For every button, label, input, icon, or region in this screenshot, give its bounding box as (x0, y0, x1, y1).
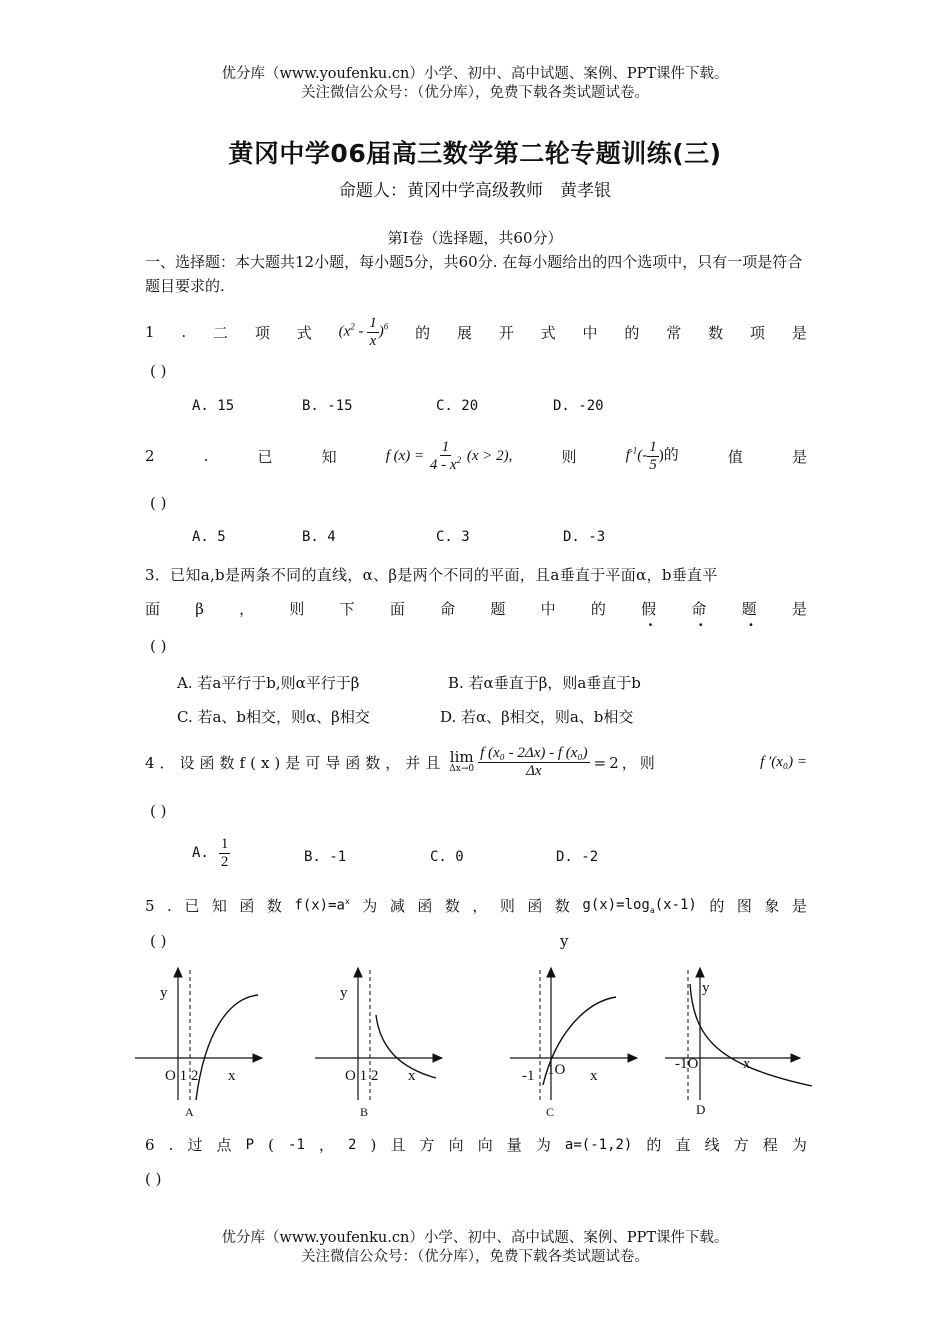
q3-line1: 3．已知a,b是两条不同的直线，α、β是两个不同的平面，且a垂直于平面α，b垂直平 (145, 566, 718, 584)
q6-word: 量 (506, 1136, 522, 1154)
q3-emphasis-word: 命 . (691, 598, 706, 619)
q2-fx: f (x) = (385, 447, 425, 464)
question-4-stem (145, 738, 807, 786)
q3-word: 面 (145, 600, 161, 618)
q1-frac-num: 1 (369, 315, 377, 331)
q2-finv-den: 5 (649, 456, 657, 473)
graph-d[interactable] (665, 968, 812, 1117)
q5-word: 函 (239, 897, 255, 915)
q1-word: 项 (254, 323, 270, 342)
q5-fx-text: f(x)=a (294, 897, 345, 914)
q6-word: 向 (477, 1136, 493, 1154)
q4-fraction (478, 745, 590, 779)
q6-word: . (168, 1135, 174, 1154)
q1-expr-close: ) (378, 323, 384, 340)
q5-sub: a (649, 905, 655, 915)
graph-a-x-label: x (228, 1068, 236, 1084)
q2-number: 2 (145, 447, 155, 465)
q2-finv-fraction (647, 439, 659, 473)
q1-word: 的 (415, 323, 431, 342)
q4-option-a-fraction (219, 836, 231, 870)
q5-word: 知 (211, 897, 227, 915)
graph-d-curve (690, 984, 812, 1086)
q6-word: 方 (733, 1136, 749, 1154)
q5-word: 数 (266, 897, 282, 915)
q6-answer-blank: ( ) (145, 1170, 162, 1188)
q6-word: ， (318, 1136, 334, 1154)
q1-word: 常 (666, 323, 682, 342)
page-title: 黄冈中学06届高三数学第二轮专题训练(三) (228, 139, 722, 168)
q2-finv-open: (- (637, 447, 648, 464)
q5-word: ， (472, 897, 488, 915)
q2-option-b: B. 4 (302, 529, 336, 545)
q1-option-a: A. 15 (192, 398, 235, 414)
q3-option-b: B. 若α垂直于β，则a垂直于b (448, 674, 641, 692)
graph-b-letter: B (360, 1105, 369, 1119)
q5-answer-blank: ( ) (150, 932, 167, 950)
q5-graphs (0, 960, 950, 1120)
q2-word: 已 (257, 447, 273, 466)
graph-c[interactable] (510, 968, 637, 1119)
q3-word: 则 (289, 600, 305, 618)
q1-sup: 2 (350, 321, 355, 332)
q2-condition: (x > 2), (466, 447, 513, 464)
q4-fprime: f ′(x₀) = (760, 753, 807, 770)
q2-word: 知 (321, 447, 337, 466)
graph-a[interactable] (135, 968, 262, 1119)
graph-d-x-label: x (743, 1056, 751, 1072)
q1-word: 是 (791, 323, 807, 342)
q6-word: -1 (288, 1136, 305, 1153)
q3-emphasis-word: 题 . (742, 598, 757, 619)
q5-gx (582, 897, 696, 915)
q3-word: 的 (590, 600, 606, 618)
graph-d-letter: D (696, 1102, 706, 1117)
q2-fraction (428, 439, 463, 474)
q4-lim-sub: Δx→0 (449, 764, 475, 775)
q2-finv-close: )的 (658, 447, 679, 464)
q3-word: 面 (389, 600, 405, 618)
q3-option-c: C. 若a、b相交，则α、β相交 (177, 708, 370, 726)
q2-option-c: C. 3 (436, 529, 470, 545)
q6-word: ) (370, 1135, 377, 1154)
q5-word: 是 (791, 897, 807, 915)
q3-option-d: D. 若α、β相交，则a、b相交 (440, 708, 634, 726)
q1-word: 的 (624, 323, 640, 342)
q6-word: ( (268, 1135, 274, 1154)
q4-opt-den: 2 (220, 853, 229, 870)
page-footer-line1: 优分库（www.youfenku.cn）小学、初中、高中试题、案例、PPT课件下载。 (221, 1230, 729, 1246)
q2-frac-den: 4 - x (429, 457, 457, 473)
instructions: 一、选择题：本大题共12小题，每小题5分，共60分. 在每小题给出的四个选项中，只有一项是符合题目要求的. (145, 253, 803, 295)
q3-word: β (195, 599, 204, 618)
question-5-stem (145, 895, 807, 916)
page-header-line1: 优分库（www.youfenku.cn）小学、初中、高中试题、案例、PPT课件下载。 (221, 66, 729, 82)
graph-a-ticks: O 1 2 (165, 1068, 199, 1084)
q5-gx-arg: (x-1) (654, 896, 697, 913)
q3-answer-blank: ( ) (150, 637, 167, 655)
q2-option-a: A. 5 (192, 529, 226, 545)
q2-sup: 2 (456, 455, 462, 465)
q2-finv: f (625, 447, 630, 464)
graph-c-letter: C (546, 1105, 555, 1119)
q5-word: 为 (362, 897, 378, 915)
q1-word: 数 (708, 323, 724, 342)
q5-word: 减 (389, 897, 405, 915)
q4-option-a (192, 836, 230, 870)
graph-b-x-label: x (408, 1068, 416, 1084)
q1-option-b: B. -15 (302, 398, 353, 414)
q2-option-d: D. -3 (563, 529, 606, 545)
q6-word: 为 (535, 1136, 551, 1154)
q4-option-a-label: A. (192, 845, 209, 861)
q2-word: 值 (727, 447, 743, 466)
q3-word: 题 (490, 600, 506, 618)
q1-option-d: D. -20 (553, 398, 604, 414)
q6-number: 6 (145, 1135, 155, 1154)
q5-word: 则 (499, 897, 515, 915)
graph-d-ticks: -1O (675, 1056, 699, 1072)
graph-b-y-label: y (340, 985, 348, 1001)
q1-minus: - (354, 323, 368, 340)
q1-word: 中 (582, 323, 598, 342)
graph-b[interactable] (315, 968, 442, 1119)
q2-answer-blank: ( ) (150, 494, 167, 512)
q5-word: 的 (709, 897, 725, 915)
q5-fx (294, 897, 349, 914)
q3-word: ， (239, 600, 255, 618)
q2-finv-sup: -1 (629, 445, 638, 456)
q1-expression (339, 315, 389, 349)
q1-number: 1 (145, 323, 155, 341)
author-line: 命题人：黄冈中学高级教师 黄孝银 (339, 181, 611, 201)
q5-word: 数 (554, 897, 570, 915)
q1-option-c: C. 20 (436, 398, 479, 414)
q4-start: 4．设函数f(x)是可导函数，并且 (145, 753, 446, 772)
q5-word: . (167, 896, 172, 915)
q6-word: 程 (762, 1136, 778, 1154)
q6-word: 线 (704, 1136, 720, 1154)
question-6-stem (145, 1134, 807, 1155)
q6-vector: a=(-1,2) (564, 1136, 633, 1153)
q1-word: 项 (749, 323, 765, 342)
q3-word: 中 (540, 600, 556, 618)
q4-option-c: C. 0 (430, 849, 464, 865)
graph-c-origin: 1O (547, 1062, 566, 1078)
q3-emphasis-word: 假 . (641, 598, 656, 619)
q5-sup: x (344, 897, 350, 907)
q2-function-def (386, 439, 513, 474)
q1-frac-den: x (369, 332, 377, 349)
q3-line2 (145, 598, 807, 619)
graph-c-x-label: x (590, 1068, 598, 1084)
q6-word: 的 (646, 1136, 662, 1154)
q6-word: 2 (348, 1136, 357, 1153)
q4-frac-den: Δx (526, 762, 542, 779)
q5-word: 数 (444, 897, 460, 915)
q4-option-d: D. -2 (556, 849, 599, 865)
q2-inverse (626, 439, 679, 473)
page-footer-line2: 关注微信公众号：（优分库），免费下载各类试题试卷。 (301, 1249, 649, 1265)
q2-frac-num: 1 (441, 438, 450, 455)
q4-opt-num: 1 (220, 836, 229, 852)
graph-a-y-label: y (160, 985, 168, 1001)
q1-word: 式 (296, 323, 312, 342)
q1-word: . (181, 323, 187, 341)
q3-word: 下 (339, 600, 355, 618)
q2-finv-num: 1 (649, 439, 657, 455)
q1-word: 二 (213, 323, 229, 342)
q6-word: 直 (675, 1136, 691, 1154)
section-heading: 第Ⅰ卷（选择题，共60分） (387, 229, 563, 247)
q6-word: 向 (448, 1136, 464, 1154)
q1-fraction (367, 315, 379, 349)
q4-frac-num: f (x₀ - 2Δx) - f (x₀) (480, 745, 588, 761)
q2-dot: . (203, 447, 209, 465)
question-1-stem (145, 312, 807, 352)
q5-stray-y-label: y (560, 932, 569, 950)
q1-expr-open: (x (338, 323, 351, 340)
graph-c-ticks: -1 (522, 1068, 535, 1084)
q5-gx-text: g(x)=log (582, 896, 650, 913)
q5-number: 5 (145, 896, 155, 915)
q4-lim: lim (449, 747, 474, 766)
q3-word: 命 (440, 600, 456, 618)
graph-a-curve (196, 995, 258, 1100)
graph-a-letter: A (185, 1105, 194, 1119)
q3-word: 是 (791, 600, 807, 618)
q5-word: 图 (736, 897, 752, 915)
q6-word: 过 (187, 1136, 203, 1154)
q6-word: 为 (791, 1136, 807, 1154)
graph-b-ticks: O 1 2 (345, 1068, 379, 1084)
q2-word: 则 (561, 447, 577, 466)
q6-word: P (245, 1136, 255, 1153)
page-header-line2: 关注微信公众号：（优分库），免费下载各类试题试卷。 (301, 85, 649, 101)
q1-word: 开 (498, 323, 514, 342)
q2-word: 是 (791, 447, 807, 466)
question-2-stem (145, 432, 807, 480)
q5-word: 已 (184, 897, 200, 915)
q1-sup: 6 (383, 321, 389, 332)
q3-option-a: A. 若a平行于b,则α平行于β (177, 674, 360, 692)
q1-word: 展 (456, 323, 472, 342)
q6-word: 且 (390, 1136, 406, 1154)
q4-option-b: B. -1 (304, 849, 347, 865)
q6-word: 方 (419, 1136, 435, 1154)
q4-limit (449, 749, 474, 775)
q4-answer-blank: ( ) (150, 802, 167, 820)
q4-equals: =2，则 (593, 753, 658, 772)
q5-word: 函 (527, 897, 543, 915)
graph-d-y-label: y (702, 980, 710, 996)
q1-answer-blank: ( ) (150, 362, 167, 380)
q1-word: 式 (540, 323, 556, 342)
graph-b-curve (376, 1015, 436, 1078)
q5-word: 函 (417, 897, 433, 915)
q6-word: 点 (216, 1136, 232, 1154)
q5-word: 象 (764, 897, 780, 915)
